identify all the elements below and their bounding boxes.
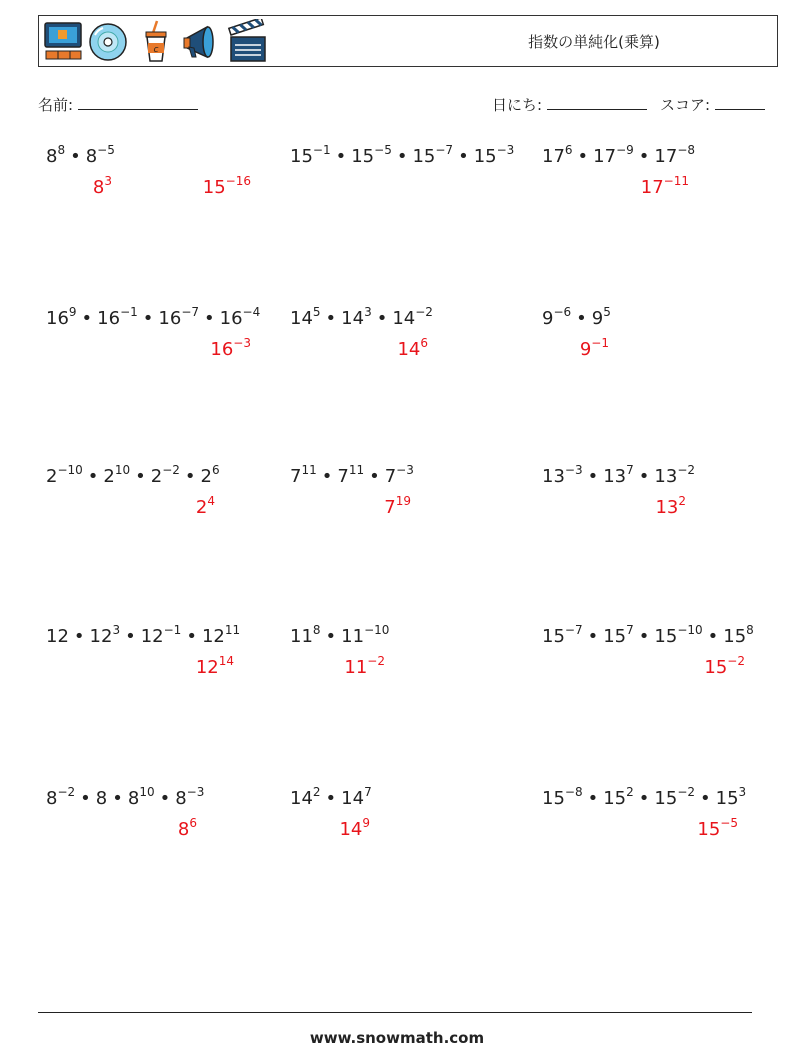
- term-exponent: −2: [415, 305, 433, 319]
- answer-exponent: 4: [207, 494, 215, 508]
- term-base: 2: [46, 466, 58, 487]
- date-field: [492, 94, 647, 115]
- multiply-operator: •: [204, 308, 215, 329]
- multiply-operator: •: [81, 308, 93, 329]
- multiply-operator: •: [112, 788, 123, 809]
- term-base: 13: [542, 466, 565, 487]
- term-base: 17: [593, 146, 617, 167]
- score-label: スコア:: [660, 96, 711, 114]
- multiply-operator: •: [80, 788, 91, 809]
- term-base: 11: [290, 626, 313, 647]
- term-base: 16: [158, 308, 182, 329]
- multiply-operator: •: [587, 788, 599, 809]
- term-exponent: 3: [112, 623, 121, 637]
- multiply-operator: •: [325, 788, 337, 809]
- term-exponent: −10: [677, 623, 703, 637]
- term-exponent: −10: [57, 463, 83, 477]
- term-exponent: −2: [162, 463, 180, 477]
- answer-base: 9: [579, 339, 592, 360]
- term-base: 9: [591, 308, 604, 329]
- term-base: 15: [542, 788, 565, 809]
- term-exponent: −8: [677, 143, 696, 157]
- term-base: 8: [95, 788, 108, 809]
- term-base: 15: [351, 146, 375, 167]
- answer-exponent: 14: [218, 654, 234, 668]
- term-base: 15: [542, 626, 565, 647]
- multiply-operator: •: [87, 466, 99, 487]
- term-exponent: −5: [97, 143, 115, 157]
- date-blank[interactable]: [547, 95, 647, 110]
- term-base: 8: [85, 146, 98, 167]
- problem-expression: [290, 305, 433, 330]
- multiply-operator: •: [135, 466, 146, 487]
- megaphone-icon: [181, 19, 223, 65]
- answer-exponent: 3: [104, 174, 112, 188]
- clapperboard-icon: [227, 19, 269, 65]
- term-exponent: −6: [553, 305, 572, 319]
- name-blank[interactable]: [78, 95, 198, 110]
- term-base: 17: [542, 146, 565, 167]
- answer-exponent: 6: [189, 816, 197, 830]
- term-exponent: 8: [746, 623, 754, 637]
- term-exponent: −7: [435, 143, 454, 157]
- answer-exponent: −16: [225, 174, 251, 188]
- term-base: 17: [654, 146, 678, 167]
- term-exponent: 6: [212, 463, 220, 477]
- term-base: 7: [384, 466, 397, 487]
- term-exponent: 11: [224, 623, 241, 637]
- multiply-operator: •: [325, 626, 337, 647]
- multiply-operator: •: [638, 466, 650, 487]
- problem-answer: [579, 336, 609, 361]
- term-exponent: −2: [677, 785, 696, 799]
- answer-base: 15: [202, 177, 226, 198]
- problem-answer: [697, 816, 738, 841]
- problem-expression: [542, 785, 747, 810]
- problem-expression: [46, 305, 261, 330]
- term-base: 8: [127, 788, 140, 809]
- multiply-operator: •: [707, 626, 719, 647]
- problem-answer: [640, 174, 689, 199]
- term-base: 15: [654, 788, 678, 809]
- problem-expression: [46, 143, 115, 168]
- term-exponent: −2: [677, 463, 696, 477]
- multiply-operator: •: [70, 146, 81, 167]
- term-exponent: 3: [738, 785, 747, 799]
- term-base: 12: [201, 626, 225, 647]
- answer-base: 15: [697, 819, 721, 840]
- term-exponent: −4: [242, 305, 261, 319]
- problem-expression: [46, 463, 220, 488]
- term-base: 8: [175, 788, 187, 809]
- term-exponent: −7: [564, 623, 583, 637]
- multiply-operator: •: [184, 466, 196, 487]
- term-exponent: −5: [374, 143, 392, 157]
- term-exponent: 9: [68, 305, 77, 319]
- problem-answer: [195, 654, 234, 679]
- answer-base: 7: [384, 497, 396, 518]
- term-exponent: 7: [364, 785, 372, 799]
- term-exponent: −3: [496, 143, 515, 157]
- answer-base: 12: [195, 657, 219, 678]
- term-base: 8: [46, 146, 58, 167]
- answer-exponent: −2: [727, 654, 745, 668]
- term-base: 12: [89, 626, 113, 647]
- term-exponent: 2: [312, 785, 321, 799]
- term-exponent: −1: [163, 623, 182, 637]
- term-exponent: −1: [312, 143, 331, 157]
- multiply-operator: •: [186, 626, 197, 647]
- term-exponent: 7: [626, 463, 634, 477]
- multiply-operator: •: [700, 788, 711, 809]
- multiply-operator: •: [376, 308, 388, 329]
- answer-exponent: −1: [591, 336, 609, 350]
- problem-expression: [290, 623, 390, 648]
- score-blank[interactable]: [715, 95, 765, 110]
- name-field: [38, 94, 198, 115]
- footer-divider: [38, 1012, 752, 1013]
- term-base: 12: [46, 626, 69, 647]
- multiply-operator: •: [638, 626, 650, 647]
- multiply-operator: •: [125, 626, 136, 647]
- term-base: 15: [723, 626, 747, 647]
- answer-exponent: −11: [663, 174, 689, 188]
- problem-answer: [704, 654, 745, 679]
- term-exponent: −8: [564, 785, 583, 799]
- problem-expression: [542, 305, 611, 330]
- date-label: 日にち:: [492, 96, 543, 114]
- term-base: 15: [473, 146, 497, 167]
- term-base: 2: [150, 466, 163, 487]
- answer-exponent: 19: [395, 494, 411, 508]
- multiply-operator: •: [369, 466, 380, 487]
- term-exponent: −2: [57, 785, 76, 799]
- multiply-operator: •: [142, 308, 154, 329]
- problem-expression: [290, 785, 372, 810]
- problem-expression: [290, 463, 414, 488]
- term-base: 13: [654, 466, 678, 487]
- term-exponent: 5: [312, 305, 321, 319]
- problem-answer: [210, 336, 251, 361]
- worksheet-header: [38, 15, 778, 67]
- multiply-operator: •: [73, 626, 85, 647]
- svg-text:c: c: [153, 45, 159, 55]
- term-base: 15: [603, 626, 627, 647]
- multiply-operator: •: [396, 146, 408, 167]
- multiply-operator: •: [458, 146, 469, 167]
- term-base: 14: [290, 308, 313, 329]
- multiply-operator: •: [335, 146, 347, 167]
- term-base: 15: [290, 146, 313, 167]
- answer-exponent: 9: [362, 816, 370, 830]
- multiply-operator: •: [576, 308, 587, 329]
- problem-answer: [344, 654, 385, 679]
- term-exponent: −1: [120, 305, 138, 319]
- problem-answer: [195, 494, 215, 519]
- term-exponent: −7: [181, 305, 200, 319]
- problem-answer: [202, 174, 251, 199]
- answer-exponent: −2: [367, 654, 385, 668]
- problem-answer: [384, 494, 411, 519]
- term-exponent: 10: [114, 463, 131, 477]
- term-exponent: 11: [348, 463, 365, 477]
- term-exponent: −3: [564, 463, 583, 477]
- answer-base: 2: [195, 497, 208, 518]
- term-exponent: 2: [626, 785, 634, 799]
- answer-base: 14: [397, 339, 421, 360]
- disc-icon: [87, 19, 129, 65]
- footer-site: www.snowmath.com: [309, 1029, 485, 1047]
- term-exponent: 3: [364, 305, 372, 319]
- term-exponent: −10: [364, 623, 390, 637]
- multiply-operator: •: [325, 308, 337, 329]
- term-base: 14: [341, 308, 365, 329]
- multiply-operator: •: [638, 788, 650, 809]
- problem-expression: [542, 143, 696, 168]
- answer-base: 14: [339, 819, 363, 840]
- problem-answer: [339, 816, 370, 841]
- term-exponent: 11: [301, 463, 317, 477]
- multiply-operator: •: [159, 788, 171, 809]
- term-base: 15: [412, 146, 436, 167]
- problem-answer: [397, 336, 428, 361]
- term-exponent: 6: [564, 143, 573, 157]
- answer-base: 8: [92, 177, 105, 198]
- multiply-operator: •: [321, 466, 333, 487]
- answer-base: 11: [344, 657, 368, 678]
- answer-base: 17: [640, 177, 664, 198]
- multiply-operator: •: [638, 146, 650, 167]
- answer-exponent: −3: [233, 336, 251, 350]
- term-exponent: −3: [186, 785, 205, 799]
- term-base: 11: [341, 626, 365, 647]
- term-base: 16: [46, 308, 69, 329]
- answer-base: 15: [704, 657, 728, 678]
- multiply-operator: •: [577, 146, 589, 167]
- answer-base: 13: [655, 497, 679, 518]
- answer-base: 8: [177, 819, 190, 840]
- term-base: 15: [715, 788, 739, 809]
- multiply-operator: •: [587, 626, 599, 647]
- term-base: 14: [392, 308, 416, 329]
- problem-expression: [290, 143, 515, 168]
- term-base: 15: [654, 626, 678, 647]
- term-base: 16: [219, 308, 243, 329]
- multiply-operator: •: [587, 466, 599, 487]
- term-base: 2: [103, 466, 115, 487]
- term-exponent: 5: [603, 305, 611, 319]
- score-field: [660, 94, 765, 115]
- problem-expression: [46, 785, 205, 810]
- term-base: 13: [603, 466, 627, 487]
- problem-expression: [542, 623, 754, 648]
- tv-icon: [43, 19, 85, 65]
- term-base: 8: [46, 788, 58, 809]
- term-exponent: 10: [139, 785, 155, 799]
- term-exponent: 7: [626, 623, 634, 637]
- term-exponent: 8: [312, 623, 321, 637]
- term-base: 16: [97, 308, 121, 329]
- term-base: 15: [603, 788, 627, 809]
- answer-base: 16: [210, 339, 234, 360]
- term-base: 12: [140, 626, 164, 647]
- term-exponent: −3: [396, 463, 414, 477]
- term-exponent: −9: [616, 143, 634, 157]
- term-base: 7: [337, 466, 349, 487]
- problem-expression: [46, 623, 241, 648]
- term-exponent: 8: [57, 143, 66, 157]
- term-base: 2: [200, 466, 212, 487]
- term-base: 14: [341, 788, 365, 809]
- answer-exponent: 2: [678, 494, 686, 508]
- answer-exponent: 6: [420, 336, 428, 350]
- worksheet-title: 指数の単純化(乗算): [528, 33, 660, 51]
- problem-answer: [92, 174, 112, 199]
- term-base: 7: [290, 466, 302, 487]
- answer-exponent: −5: [720, 816, 738, 830]
- term-base: 9: [542, 308, 554, 329]
- problem-answer: [177, 816, 197, 841]
- name-label: 名前:: [38, 96, 74, 114]
- term-base: 14: [290, 788, 313, 809]
- problem-answer: [655, 494, 686, 519]
- problem-expression: [542, 463, 696, 488]
- drink-cup-icon: [135, 19, 177, 65]
